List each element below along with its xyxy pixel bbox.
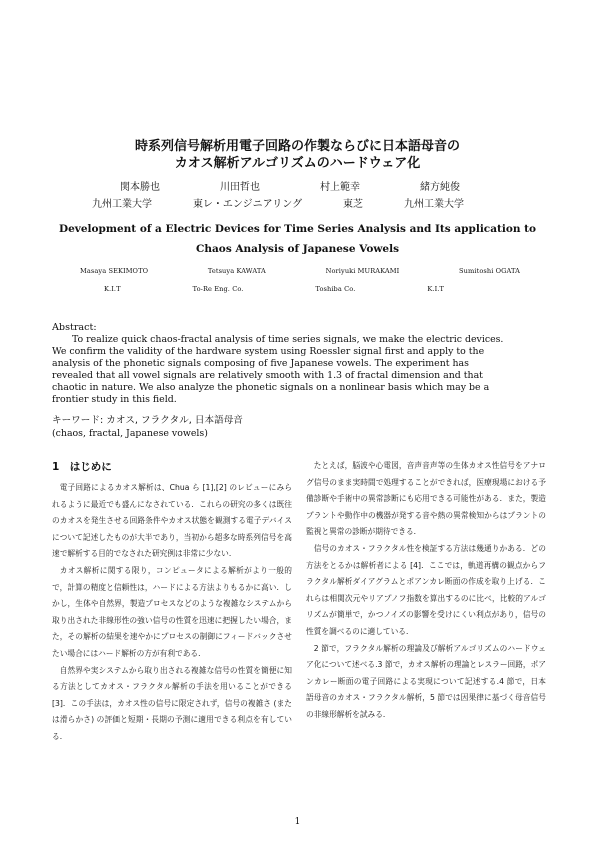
abstract-line: revealed that all vowel signals are relatively smooth with 1.3 of fractal dimension and that bbox=[52, 370, 483, 381]
abstract-heading: Abstract: bbox=[52, 322, 97, 333]
paragraph: たとえば，脳波や心電図，音声音声等の生体カオス性信号をアナログ信号のまま実時間で処理することができれば，医療現場における予備診断や手術中の異常診断にも応用できる可能性がある．また，製造プラントや動作中の機器が発する音や熱の異常検知からはプラントの監視と異常の診断が期待できる． bbox=[306, 461, 546, 537]
abstract-line: We confirm the validity of the hardware system using Roessler signal first and apply to the bbox=[52, 346, 485, 357]
jp-title-line1: 時系列信号解析用電子回路の作製ならびに日本語母音の bbox=[134, 139, 460, 154]
paragraph: カオス解析に関する限り，コンピュータによる解析がより一般的で，計算の精度と信頼性は，ハードによる方法よりもるかに高い．しかし，生体や自然界，製造プロセスなどのような複雑なシステムから取り出された非線形性の強い信号の性質を迅速に把握したい場合，また，その解析の結果を速やかにプロセスの制御にフィードバックさせたい場合にはハード解析の方が有利である． bbox=[52, 565, 292, 658]
en-authors bbox=[80, 266, 520, 276]
en-affiliation: Toshiba Co. bbox=[315, 285, 356, 293]
left-column bbox=[52, 480, 292, 746]
en-affiliation: K.I.T bbox=[427, 285, 444, 293]
en-author: Masaya SEKIMOTO bbox=[80, 267, 149, 275]
en-author: Noriyuki MURAKAMI bbox=[325, 267, 400, 275]
section-heading: 1 はじめに bbox=[52, 461, 112, 473]
keywords-en: (chaos, fractal, Japanese vowels) bbox=[52, 428, 208, 439]
paragraph: 電子回路によるカオス解析は、Chua ら [1],[2] のレビューにみられるように最近でも盛んになされている．これらの研究の多くは既往のカオスを発生させる回路条件やカオス状態を観測する電子デバイスについて記述したものが大半であり，当初から超多な時系列信号を高速で解析する目的でなされた研究例は非常に少ない． bbox=[52, 483, 292, 559]
keywords-jp: キーワード: カオス, フラクタル, 日本語母音 bbox=[52, 415, 243, 426]
en-affiliation: K.I.T bbox=[104, 285, 121, 293]
jp-title-line2: カオス解析アルゴリズムのハードウェア化 bbox=[174, 156, 421, 171]
abstract-line: To realize quick chaos-fractal analysis of time series signals, we make the electric devices. bbox=[72, 334, 504, 345]
abstract-body bbox=[52, 334, 547, 406]
paragraph: 信号のカオス・フラクタル性を検証する方法は幾通りかある．どの方法をとるかは解析者による [4]．ここでは，軌道再構の観点からフラクタル解析ダイアグラムとポアンカレ断面の作成を取り上げる．これらは相関次元やリアプノフ指数を算出するのに比べ，比較的アルゴリズムが簡単で，かつノイズの影響を受けにくい利点があり，信号の性質を調べるのに適している． bbox=[306, 543, 546, 636]
abstract-line: frontier study in this field. bbox=[52, 394, 177, 405]
abstract-line: analysis of the phonetic signals composing of five Japanese vowels. The experiment has bbox=[52, 358, 469, 369]
jp-author: 関本勝也 bbox=[120, 182, 160, 193]
jp-affiliation: 東芝 bbox=[343, 199, 364, 210]
page-number: 1 bbox=[294, 817, 301, 827]
jp-affiliation: 東レ・エンジニアリング bbox=[192, 199, 303, 210]
right-column bbox=[306, 458, 546, 724]
en-affiliation: To-Re Eng. Co. bbox=[192, 285, 244, 293]
en-author: Sumitoshi OGATA bbox=[459, 267, 520, 275]
en-author: Tetsuya KAWATA bbox=[207, 267, 266, 275]
paragraph: 2 節で，フラクタル解析の理論及び解析アルゴリズムのハードウェア化について述べる.3 節で，カオス解析の理論とレスラー回路，ポアンカレー断面の電子回路による実現について記述する.4 節で，日本語母音のカオス・フラクタル解析，5 節では因果律に基づく母音信号の非線形解析を試みる． bbox=[306, 643, 546, 719]
jp-author: 緒方純俊 bbox=[420, 182, 460, 193]
en-title-line1: Development of a Electric Devices for Time Series Analysis and Its application to bbox=[58, 223, 536, 235]
jp-affiliations bbox=[92, 198, 464, 212]
jp-author: 川田哲也 bbox=[220, 182, 260, 193]
abstract-line: chaotic in nature. We also analyze the phonetic signals on a nonlinear basis which may be a bbox=[52, 382, 490, 393]
jp-author: 村上範幸 bbox=[320, 182, 360, 193]
en-title-line2: Chaos Analysis of Japanese Vowels bbox=[196, 243, 399, 255]
en-affiliations bbox=[104, 284, 444, 294]
jp-affiliation: 九州工業大学 bbox=[403, 199, 464, 210]
jp-affiliation: 九州工業大学 bbox=[92, 199, 152, 210]
jp-authors bbox=[120, 181, 460, 195]
paragraph: 自然界や実システムから取り出される複雑な信号の性質を簡便に知る方法としてカオス・フラクタル解析の手法を用いることができる [3]．この手法は，カオス性の信号に限定されず，信号の複雑さ (または滑らかさ) の評価と短期・長期の予測に適用できる利点を有している． bbox=[52, 665, 292, 741]
